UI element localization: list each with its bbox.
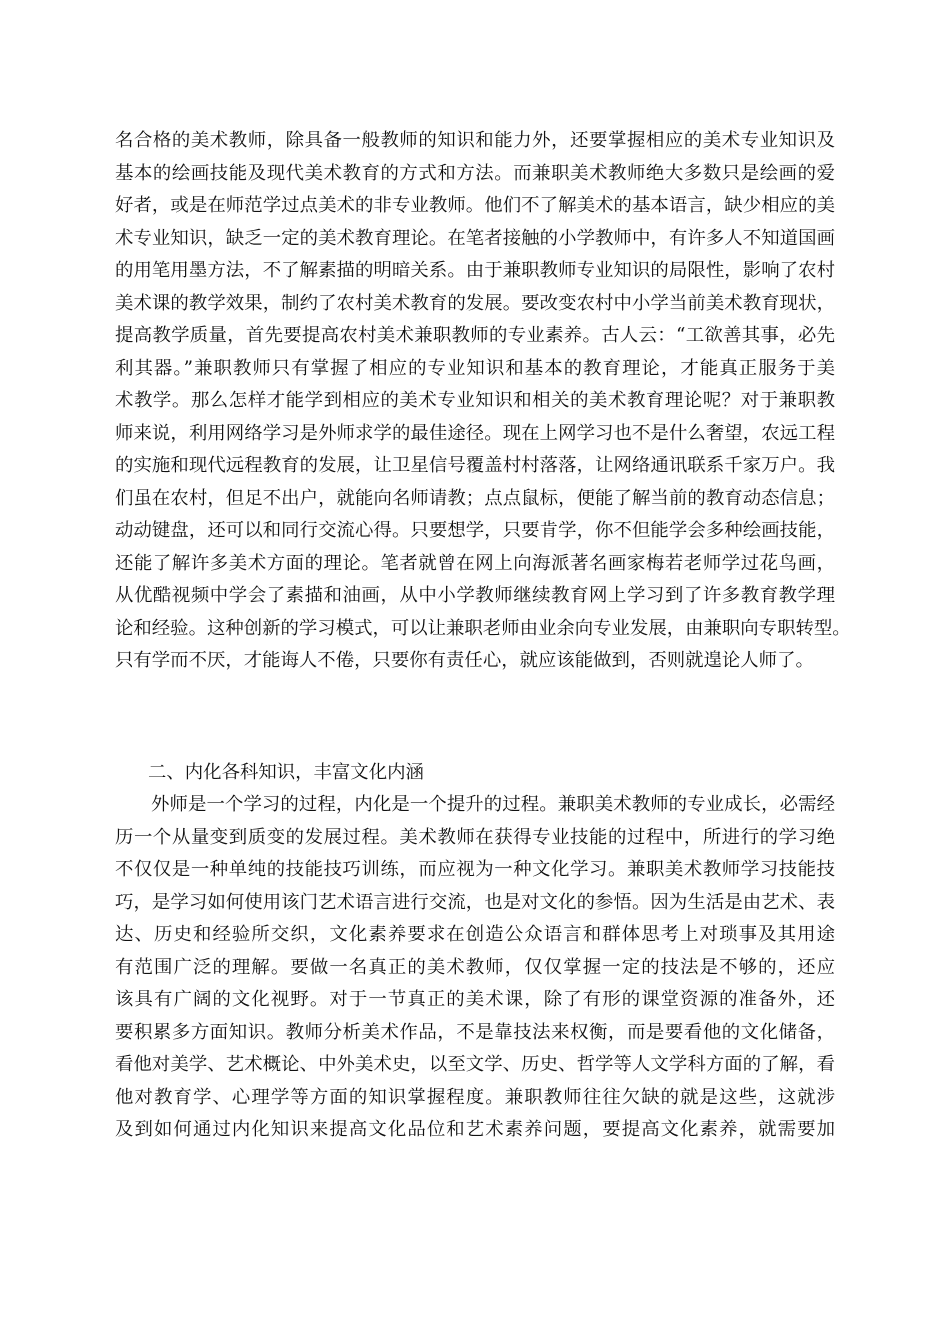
text-line: 要积累多方面知识。教师分析美术作品，不是靠技法来权衡，而是要看他的文化储备， (115, 1021, 835, 1043)
text-line: 他对教育学、心理学等方面的知识掌握程度。兼职教师往往欠缺的就是这些，这就涉 (115, 1086, 835, 1108)
text-line: 只有学而不厌，才能诲人不倦，只要你有责任心，就应该能做到，否则就遑论人师了。 (115, 650, 814, 671)
text-line: 师来说，利用网络学习是外师求学的最佳途径。现在上网学习也不是什么奢望，农远工程 (115, 422, 835, 444)
text-line: 有范围广泛的理解。要做一名真正的美术教师，仅仅掌握一定的技法是不够的，还应 (115, 956, 835, 978)
text-line: 论和经验。这种创新的学习模式，可以让兼职老师由业余向专业发展，由兼职向专职转型。 (115, 617, 851, 639)
text-line: 巧，是学习如何使用该门艺术语言进行交流，也是对文化的参悟。因为生活是由艺术、表 (115, 891, 835, 913)
text-line: 名合格的美术教师，除具备一般教师的知识和能力外，还要掌握相应的美术专业知识及 (115, 130, 835, 151)
text-line: 的实施和现代远程教育的发展，让卫星信号覆盖村村落落，让网络通讯联系千家万户。我 (115, 455, 835, 476)
text-line: 外师是一个学习的过程，内化是一个提升的过程。兼职美术教师的专业成长，必需经 (151, 794, 835, 815)
text-line: 还能了解许多美术方面的理论。笔者就曾在网上向海派著名画家梅若老师学过花鸟画， (115, 552, 835, 574)
text-line: 好者，或是在师范学过点美术的非专业教师。他们不了解美术的基本语言，缺少相应的美 (115, 195, 835, 216)
text-line: 看他对美学、艺术概论、中外美术史，以至文学、历史、哲学等人文学科方面的了解，看 (115, 1054, 835, 1075)
text-line: 及到如何通过内化知识来提高文化品位和艺术素养问题，要提高文化素养，就需要加 (115, 1119, 835, 1140)
text-line: 从优酷视频中学会了素描和油画，从中小学教师继续教育网上学习到了许多教育教学理 (115, 585, 835, 606)
text-line: 们虽在农村，但足不出户，就能向名师请教；点点鼠标，便能了解当前的教育动态信息； (115, 487, 835, 509)
section-heading: 二、内化各科知识，丰富文化内涵 (148, 762, 424, 783)
text-line: 的用笔用墨方法，不了解素描的明暗关系。由于兼职教师专业知识的局限性，影响了农村 (115, 260, 835, 281)
text-line: 利其器。”兼职教师只有掌握了相应的专业知识和基本的教育理论，才能真正服务于美 (115, 357, 835, 379)
paragraph-2 (115, 789, 835, 1147)
text-line: 该具有广阔的文化视野。对于一节真正的美术课，除了有形的课堂资源的准备外，还 (115, 989, 835, 1010)
text-line: 术专业知识，缺乏一定的美术教育理论。在笔者接触的小学教师中，有许多人不知道国画 (115, 227, 835, 249)
text-line: 美术课的教学效果，制约了农村美术教育的发展。要改变农村中小学当前美术教育现状， (115, 292, 835, 314)
text-line: 不仅仅是一种单纯的技能技巧训练，而应视为一种文化学习。兼职美术教师学习技能技 (115, 859, 835, 880)
text-line: 基本的绘画技能及现代美术教育的方式和方法。而兼职美术教师绝大多数只是绘画的爱 (115, 162, 835, 184)
paragraph-1 (115, 125, 851, 678)
text-line: 术教学。那么怎样才能学到相应的美术专业知识和相关的美术教育理论呢？对于兼职教 (115, 390, 835, 411)
text-line: 动动键盘，还可以和同行交流心得。只要想学，只要肯学，你不但能学会多种绘画技能， (115, 520, 835, 541)
text-line: 历一个从量变到质变的发展过程。美术教师在获得专业技能的过程中，所进行的学习绝 (115, 826, 835, 848)
text-line: 达、历史和经验所交织，文化素养要求在创造公众语言和群体思考上对琐事及其用途 (115, 924, 835, 945)
text-line: 提高教学质量，首先要提高农村美术兼职教师的专业素养。古人云：“工欲善其事，必先 (115, 325, 835, 346)
